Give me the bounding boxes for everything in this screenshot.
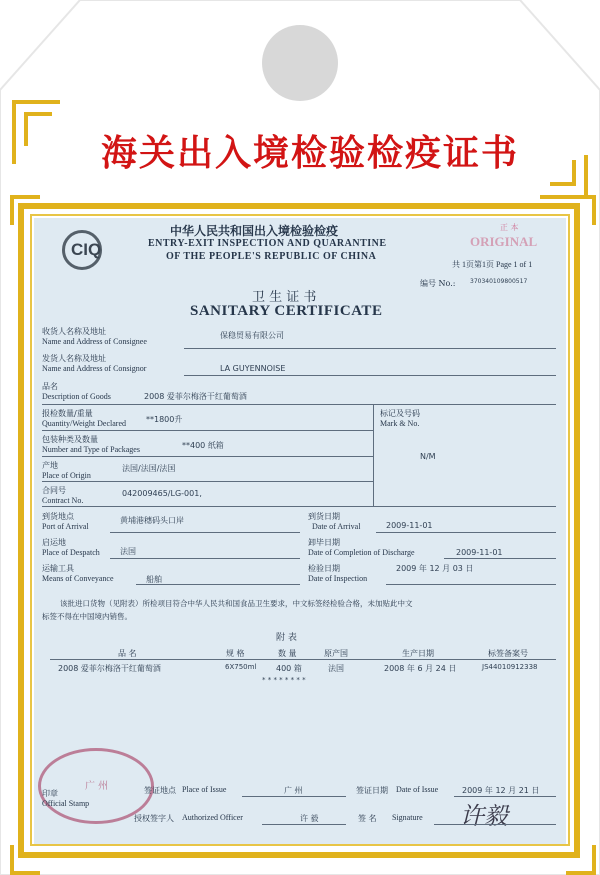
consignee-label-cn: 收货人名称及地址 [42,327,106,336]
despatch-value: 法国 [120,547,136,556]
arrival-port-label-cn: 到货地点 [42,512,74,521]
page-info: 共 1页第1页 Page 1 of 1 [452,260,533,269]
rule [42,506,556,507]
pkg-label-en: Number and Type of Packages [42,445,140,454]
despatch-label-en: Place of Despatch [42,548,100,557]
attached-header: 品 名 [118,649,137,658]
conveyance-label-en: Means of Conveyance [42,574,114,583]
ornament-top-left-inner [24,112,52,146]
statement-line1: 该批进口货物（见附表）所检项目符合中华人民共和国食品卫生要求，中文标签经检验合格，未加贴此中文 [60,599,413,608]
rule [184,348,556,349]
rule [110,532,300,533]
issue-place-value: 广 州 [284,786,303,795]
attached-cell: 400 箱 [276,664,302,673]
marks-label-en: Mark & No. [380,419,420,428]
discharge-label-en: Date of Completion of Discharge [308,548,415,557]
qty-label-en: Quantity/Weight Declared [42,419,126,428]
rule [434,824,556,825]
frame-corner [566,195,596,225]
inspection-value: 2009 年 12 月 03 日 [396,564,474,573]
rule [50,659,556,660]
attached-header: 标签备案号 [488,649,528,658]
handwritten-signature: 许毅 [460,802,508,830]
qty-label-cn: 报检数量/重量 [42,409,93,418]
number-value: 370340109800517 [470,278,528,285]
pkg-value: **400 纸箱 [182,441,224,450]
rule [184,375,556,376]
goods-value: 2008 爱菲尔梅洛干红葡萄酒 [144,392,247,401]
inspection-label-en: Date of Inspection [308,574,368,583]
goods-label-cn: 品名 [42,382,58,391]
marks-value: N/M [420,452,436,461]
arrival-date-label-cn: 到货日期 [308,512,340,521]
pkg-label-cn: 包装种类及数量 [42,435,98,444]
qty-value: **1800升 [146,415,183,424]
issue-date-value: 2009 年 12 月 21 日 [462,786,540,795]
conveyance-label-cn: 运输工具 [42,564,74,573]
official-stamp: 广 州 [38,748,154,824]
consignee-label-en: Name and Address of Consignee [42,337,147,346]
rule [42,430,373,431]
attached-header: 规 格 [226,649,245,658]
original-cn: 正 本 [500,223,519,232]
rule [242,796,346,797]
contract-value: 042009465/LG-001, [122,489,202,498]
attached-cell: 6X750ml [225,663,257,671]
origin-value: 法国/法国/法国 [122,464,176,473]
rule [110,558,300,559]
rule [42,456,373,457]
origin-label-cn: 产地 [42,461,58,470]
consignor-label-cn: 发货人名称及地址 [42,354,106,363]
cert-title-cn: 卫 生 证 书 [252,290,317,305]
attached-cell: 2008 爱菲尔梅洛干红葡萄酒 [58,664,161,673]
officer-value: 许 毅 [300,814,319,823]
frame-corner [566,845,596,875]
header-en-line2: OF THE PEOPLE'S REPUBLIC OF CHINA [166,251,377,262]
marks-divider [373,404,374,506]
attached-cell: 法国 [328,664,344,673]
attached-title: 附 表 [276,633,297,643]
inspection-label-cn: 检验日期 [308,564,340,573]
consignor-label-en: Name and Address of Consignor [42,364,147,373]
banner-title: 海关出入境检验检疫证书 [100,132,519,174]
arrival-date-label-en: Date of Arrival [312,522,361,531]
header-cn-title: 中华人民共和国出入境检验检疫 [170,224,339,238]
rule [376,532,556,533]
attached-header: 原产国 [324,649,348,658]
issue-place-label-en: Place of Issue [182,785,227,794]
issue-date-label-cn: 签证日期 [356,786,388,795]
attached-cell: JS44010912338 [482,663,538,671]
frame-corner [10,845,40,875]
rule [136,584,300,585]
statement-line2: 标签不得在中国境内销售。 [42,612,132,621]
attached-end-marks: * * * * * * * * [262,676,306,684]
despatch-label-cn: 启运地 [42,538,66,547]
consignor-value: LA GUYENNOISE [220,364,286,373]
hang-hole [262,25,338,101]
rule [42,481,373,482]
officer-label-en: Authorized Officer [182,813,243,822]
officer-label-cn: 授权签字人 [134,814,174,823]
arrival-port-label-en: Port of Arrival [42,522,89,531]
rule [42,404,556,405]
discharge-label-cn: 卸毕日期 [308,538,340,547]
goods-label-en: Description of Goods [42,392,111,401]
discharge-value: 2009-11-01 [456,548,503,557]
conveyance-value: 船舶 [146,575,162,584]
issue-date-label-en: Date of Issue [396,785,439,794]
marks-label-cn: 标记及号码 [380,409,420,418]
attached-cell: 2008 年 6 月 24 日 [384,664,457,673]
sign-label-cn: 签 名 [358,814,377,823]
stamp-label-en: Official Stamp [42,799,90,808]
ciq-logo: CIQ [62,230,102,270]
contract-label-cn: 合同号 [42,486,66,495]
original-en: ORIGINAL [470,234,538,249]
rule [444,558,556,559]
contract-label-en: Contract No. [42,496,84,505]
consignee-value: 保稳贸易有限公司 [220,331,284,340]
issue-place-label-cn: 签证地点 [144,786,176,795]
rule [262,824,346,825]
attached-header: 数 量 [278,649,297,658]
arrival-date-value: 2009-11-01 [386,521,433,530]
sign-label-en: Signature [392,813,423,822]
arrival-port-value: 黄埔港穗码头口岸 [120,516,184,525]
number-label: 编号 No.: [420,279,456,288]
cert-title-en: SANITARY CERTIFICATE [190,303,383,319]
attached-header: 生产日期 [402,649,434,658]
header-en-line1: ENTRY-EXIT INSPECTION AND QUARANTINE [148,238,387,249]
stamp-label-cn: 印章 [42,789,58,798]
rule [386,584,556,585]
origin-label-en: Place of Origin [42,471,91,480]
